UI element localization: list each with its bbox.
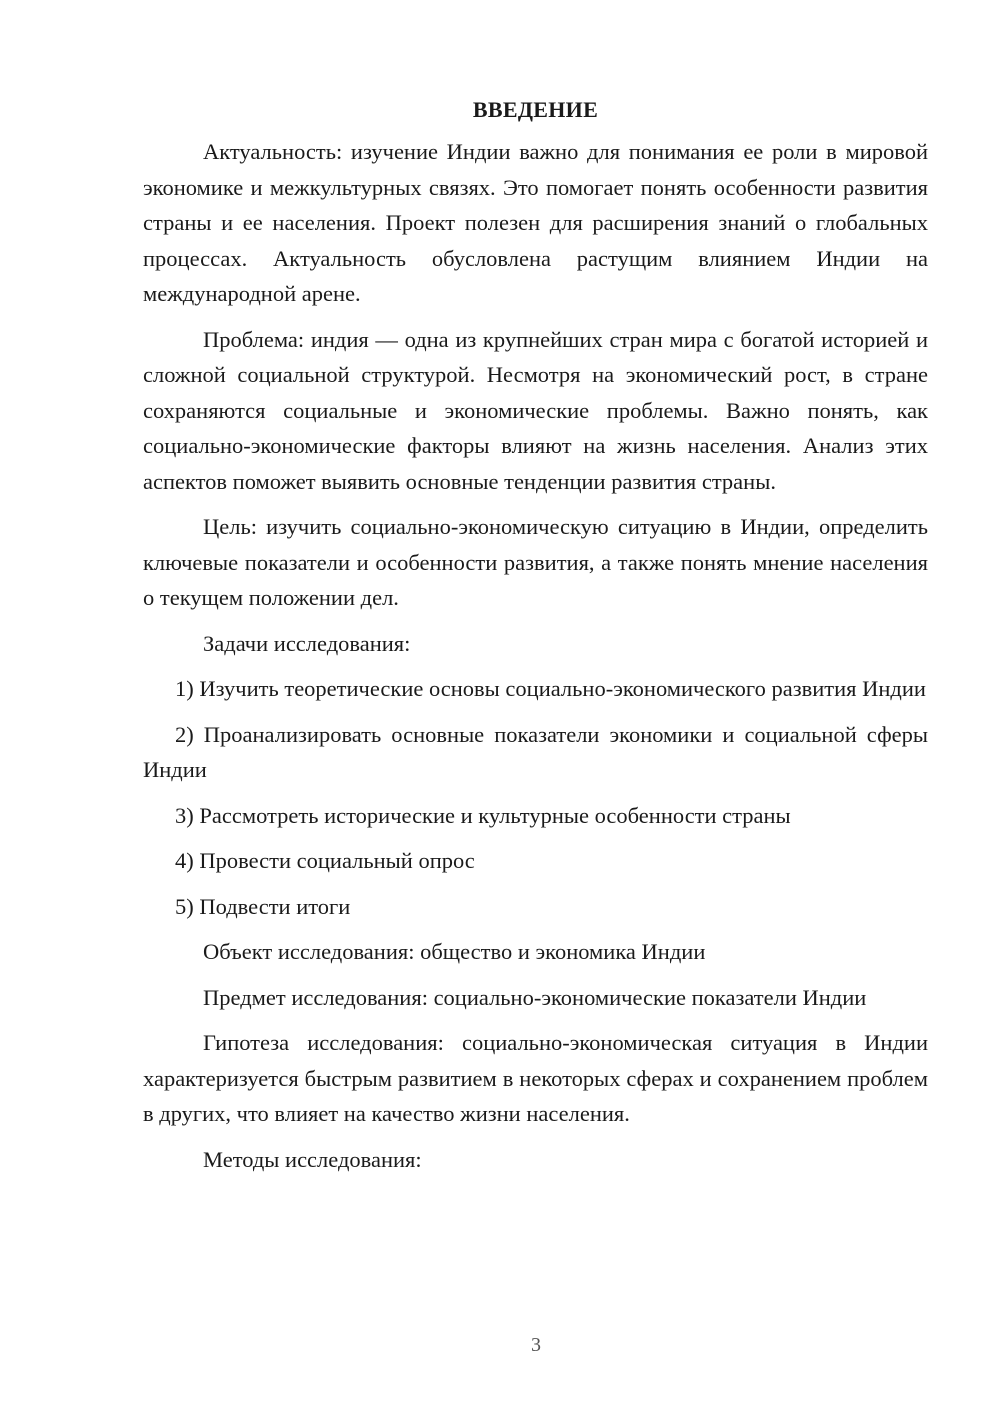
page-number: 3 [531, 1334, 541, 1356]
task-item-5: 5) Подвести итоги [175, 893, 351, 919]
paragraph-subject: Предмет исследования: социально-экономические показатели Индии [203, 984, 867, 1010]
paragraph-hypothesis: Гипотеза исследования: социально-экономическая ситуация в Индии характеризуется быстрым развитием в некоторых сферах и сохранением проблем в других, что влияет на качество жизни населения. [143, 1030, 928, 1126]
paragraph-object: Объект исследования: общество и экономика Индии [203, 939, 706, 964]
task-item-4: 4) Провести социальный опрос [175, 848, 475, 873]
paragraph-goal: Цель: изучить социально-экономическую ситуацию в Индии, определить ключевые показатели и особенности развития, а также понять мнение населения о текущем положении дел. [143, 514, 928, 610]
document-page [143, 92, 928, 1177]
paragraph-methods: Методы исследования: [203, 1146, 422, 1172]
task-item-1: 1) Изучить теоретические основы социально-экономического развития Индии [175, 676, 926, 701]
task-item-3: 3) Рассмотреть исторические и культурные особенности страны [175, 802, 791, 828]
tasks-heading: Задачи исследования: [203, 630, 411, 656]
section-title: ВВЕДЕНИЕ [472, 97, 599, 122]
paragraph-problem: Проблема: индия — одна из крупнейших стран мира с богатой историей и сложной социальной структурой. Несмотря на экономический рост, в стране сохраняются социальные и экономические проблемы. Важно понять, как социально-экономические факторы влияют на жизнь населения. Анализ этих аспектов поможет выявить основные тенденции развития страны. [143, 326, 928, 494]
paragraph-relevance: Актуальность: изучение Индии важно для понимания ее роли в мировой экономике и межкультурных связях. Это помогает понять особенности развития страны и ее населения. Проект полезен для расширения знаний о глобальных процессах. Актуальность обусловлена растущим влиянием Индии на международной арене. [143, 139, 928, 306]
task-item-2: 2) Проанализировать основные показатели экономики и социальной сферы Индии [143, 721, 928, 782]
